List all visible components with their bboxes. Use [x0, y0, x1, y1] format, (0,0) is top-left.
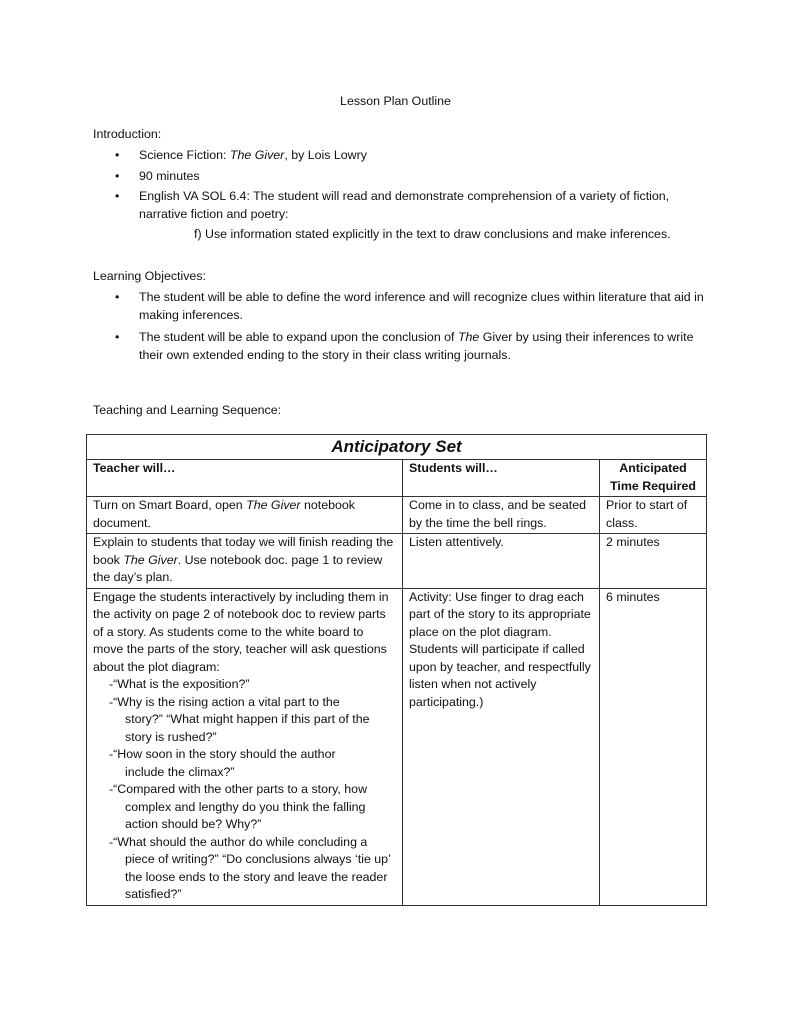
- cell-text: Turn on Smart Board, open: [93, 498, 247, 512]
- column-header-students: Students will…: [403, 460, 600, 497]
- bullet-icon: •: [115, 148, 120, 162]
- item-title-italic: The Giver: [229, 148, 285, 162]
- question-continuation: complex and lengthy do you think the falling action should be? Why?”: [125, 799, 366, 831]
- item-title-italic: The: [457, 330, 480, 344]
- question-text: -“What should the author do while concluding a: [109, 834, 368, 849]
- table-header-row: [87, 460, 707, 497]
- cell-title-italic: The Giver: [246, 498, 301, 512]
- table-row: [87, 534, 707, 589]
- question-continuation: piece of writing?” “Do conclusions always ‘tie up’ the loose ends to the story and leave the reader satisfied?”: [125, 852, 391, 901]
- question-text: -“Why is the rising action a vital part to the: [109, 694, 340, 709]
- question-item: [93, 676, 396, 694]
- sequence-label: Teaching and Learning Sequence:: [93, 403, 282, 417]
- cell-text-suffix: . Use notebook doc. page 1 to review the day’s plan.: [93, 552, 383, 584]
- list-item: [93, 168, 708, 186]
- time-cell: 6 minutes: [600, 588, 707, 905]
- question-item: [93, 781, 396, 834]
- bullet-icon: •: [115, 189, 120, 203]
- list-item: [93, 289, 708, 324]
- item-text: Science Fiction:: [139, 148, 230, 162]
- students-cell: Activity: Use finger to drag each part of the story to its appropriate place on the plot diagram. Students will participate if called upon by teacher, and respectfully listen when not actively participating.): [403, 588, 600, 905]
- question-text: -“Compared with the other parts to a story, how: [109, 782, 368, 796]
- cell-text: Engage the students interactively by including them in the activity on page 2 of notebook doc to review parts of a story. As students come to the white board to move the parts of the story, teacher will ask questions about the plot diagram:: [93, 589, 389, 674]
- column-header-teacher: Teacher will…: [87, 460, 403, 497]
- item-text: 90 minutes: [139, 168, 200, 183]
- column-header-time: Anticipated Time Required: [600, 460, 707, 497]
- sub-item: f) Use information stated explicitly in the text to draw conclusions and make inferences.: [194, 227, 671, 241]
- objectives-list: [93, 289, 708, 364]
- table-title-row: [87, 435, 707, 460]
- question-text: -“What is the exposition?”: [109, 677, 250, 691]
- question-continuation: story?” “What might happen if this part of the story is rushed?”: [125, 712, 370, 744]
- cell-title-italic: The Giver: [123, 552, 178, 567]
- anticipatory-set-table: [86, 434, 707, 906]
- bullet-icon: •: [115, 330, 120, 344]
- list-item: [93, 329, 708, 364]
- question-item: [93, 694, 396, 747]
- time-cell: 2 minutes: [600, 534, 707, 589]
- item-text-suffix: Giver by using their inferences to write their own extended ending to the story in their class writing journals.: [139, 330, 694, 362]
- cell-text: Explain to students that today we will finish reading the book: [93, 535, 394, 567]
- students-cell: Come in to class, and be seated by the time the bell rings.: [403, 497, 600, 534]
- question-item: [93, 746, 396, 781]
- introduction-list: [93, 147, 708, 244]
- list-item: [93, 188, 708, 244]
- page-title: Lesson Plan Outline: [340, 94, 451, 108]
- table-row: [87, 588, 707, 905]
- bullet-icon: •: [115, 290, 120, 304]
- objectives-label: Learning Objectives:: [93, 269, 206, 283]
- teacher-cell: [87, 588, 403, 905]
- question-continuation: include the climax?”: [125, 764, 235, 779]
- teacher-cell: [87, 534, 403, 589]
- question-text: -“How soon in the story should the author: [109, 747, 336, 761]
- list-item: [93, 147, 708, 165]
- item-text: English VA SOL 6.4: The student will read and demonstrate comprehension of a variety of fiction, narrative fiction and poetry:: [139, 189, 670, 221]
- introduction-label: Introduction:: [93, 127, 162, 141]
- item-text-suffix: , by Lois Lowry: [284, 148, 367, 162]
- students-cell: Listen attentively.: [403, 534, 600, 589]
- table-row: [87, 497, 707, 534]
- question-item: [93, 834, 396, 904]
- cell-text-suffix: notebook document.: [93, 498, 355, 530]
- bullet-icon: •: [115, 168, 120, 183]
- teacher-cell: [87, 497, 403, 534]
- time-cell: Prior to start of class.: [600, 497, 707, 534]
- item-text: The student will be able to define the word inference and will recognize clues within literature that aid in making inferences.: [139, 290, 704, 322]
- item-text: The student will be able to expand upon the conclusion of: [139, 330, 458, 344]
- table-title: Anticipatory Set: [87, 435, 707, 460]
